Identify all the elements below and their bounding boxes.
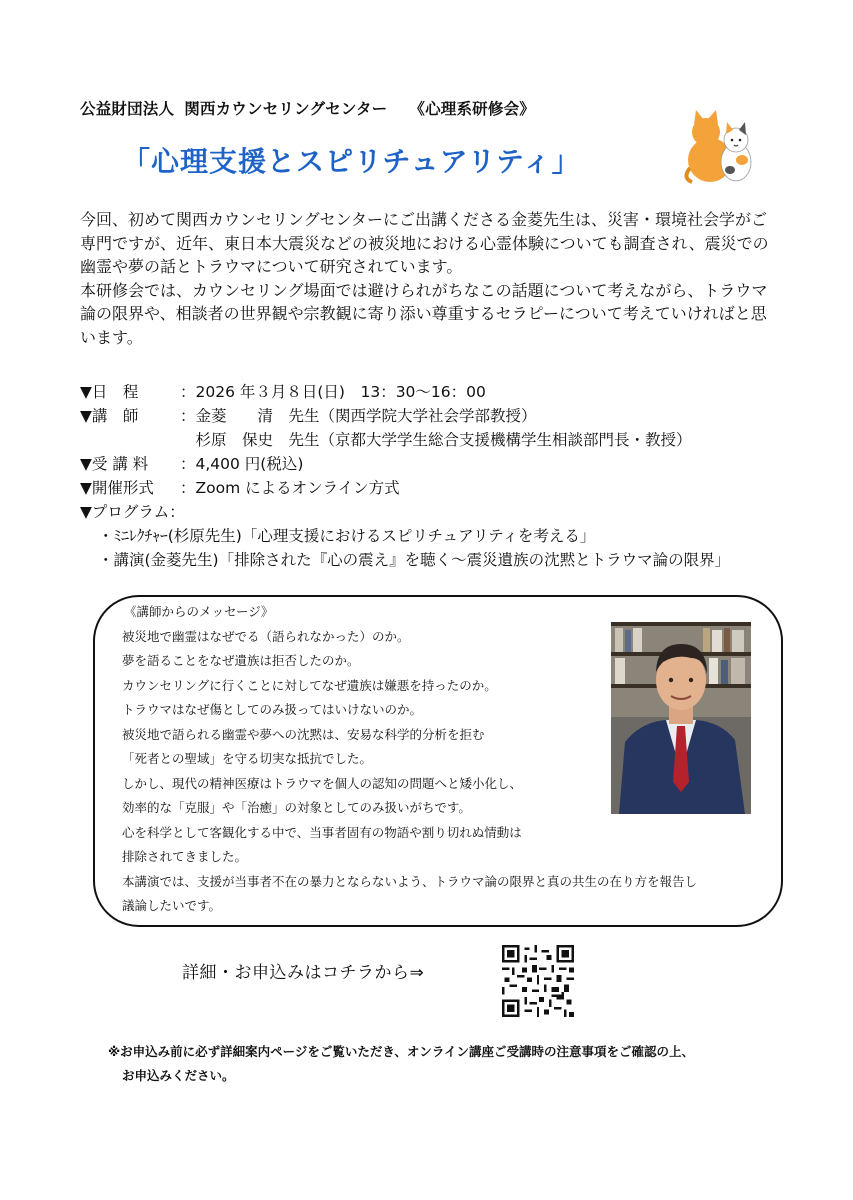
message-line: トラウマはなぜ傷としてのみ扱ってはいけないのか。 [122,702,423,717]
message-line: カウンセリングに行くことに対してなぜ遺族は嫌悪を持ったのか。 [122,677,497,693]
organization-type: 公益財団法人 [80,100,175,118]
cats-illustration [680,108,760,188]
program-label: ▼プログラム： [80,503,185,521]
format-row [80,476,780,500]
application-note [108,1040,694,1088]
message-line: 議論したいです。 [122,898,222,913]
lecturer-photo [611,622,751,814]
message-line: 排除されてきました。 [122,849,248,864]
format-label: ▼開催形式 [80,479,154,497]
lecturer-2: 杉原 保史 先生（京都大学学生総合支援機構学生相談部門長・教授） [180,431,692,449]
lecturer-row-2 [80,428,780,452]
cta-text: 詳細・お申込みはコチラから⇒ [182,963,425,983]
lecturer-label: ▼講 師 [80,407,139,425]
program-item: ・講演(金菱先生)「排除された『心の震え』を聴く～震災遺族の沈黙とトラウマ論の限界」 [98,551,731,569]
note-line-1: ※お申込み前に必ず詳細案内ページをご覧いただき、オンライン講座ご受講時の注意事項をご確認の上、 [108,1044,695,1059]
lecturer-1: ：金菱 清 先生（関西学院大学社会学部教授） [180,407,537,425]
message-line: 「死者との聖域」を守る切実な抵抗でした。 [122,751,373,766]
program-item: ・ﾐﾆﾚｸﾁｬｰ(杉原先生)「心理支援におけるスピリチュアリティを考える」 [98,527,596,545]
fee-row [80,452,780,476]
message-line: しかし、現代の精神医療はトラウマを個人の認知の問題へと矮小化し、 [122,775,523,791]
series-name: 《心理系研修会》 [409,100,535,118]
message-line: 効率的な「克服」や「治癒」の対象としてのみ扱いがちです。 [122,800,471,815]
lecturer-row [80,404,780,428]
qr-code[interactable] [502,945,574,1017]
message-line: 心を科学として客観化する中で、当事者固有の物語や割り切れぬ情動は [122,824,522,840]
message-line: 被災地で語られる幽霊や夢への沈黙は、安易な科学的分析を拒む [122,726,485,742]
message-line: 夢を語ることをなぜ遺族は拒否したのか。 [122,653,360,668]
message-line: 本講演では、支援が当事者不在の暴力とならないよう、トラウマ論の限界と真の共生の在り方を報告し [122,873,698,889]
intro-paragraph-1: 今回、初めて関西カウンセリングセンターにご出講くださる金菱先生は、災害・環境社会学がご専門ですが、近年、東日本大震災などの被災地における心霊体験についても調査され、震災での幽霊や夢の話とトラウマについて研究されています。 [80,210,769,276]
message-heading: 《講師からのメッセージ》 [124,604,274,619]
date-value: ：2026 年３月８日(日) 13：30～16：00 [180,383,486,401]
fee-value: ：4,400 円(税込) [180,455,304,473]
event-details [80,380,780,572]
header-line [80,97,545,119]
format-value: ：Zoom によるオンライン方式 [180,479,400,497]
date-label: ▼日 程 [80,383,139,401]
date-row [80,380,780,404]
intro-paragraph-2: 本研修会では、カウンセリング場面では避けられがちなこの話題について考えながら、トラウマ論の限界や、相談者の世界観や宗教観に寄り添い尊重するセラピーについて考えていければと思います。 [80,280,768,347]
fee-label: ▼受 講 料 [80,455,149,473]
note-line-2: お申込みください。 [122,1068,235,1083]
intro-text [80,208,775,349]
center-name: 関西カウンセリングセンター [184,100,388,118]
page-title: 「心理支援とスピリチュアリティ」 [122,145,581,178]
message-line: 被災地で幽霊はなぜでる（語られなかった）のか。 [122,628,410,644]
